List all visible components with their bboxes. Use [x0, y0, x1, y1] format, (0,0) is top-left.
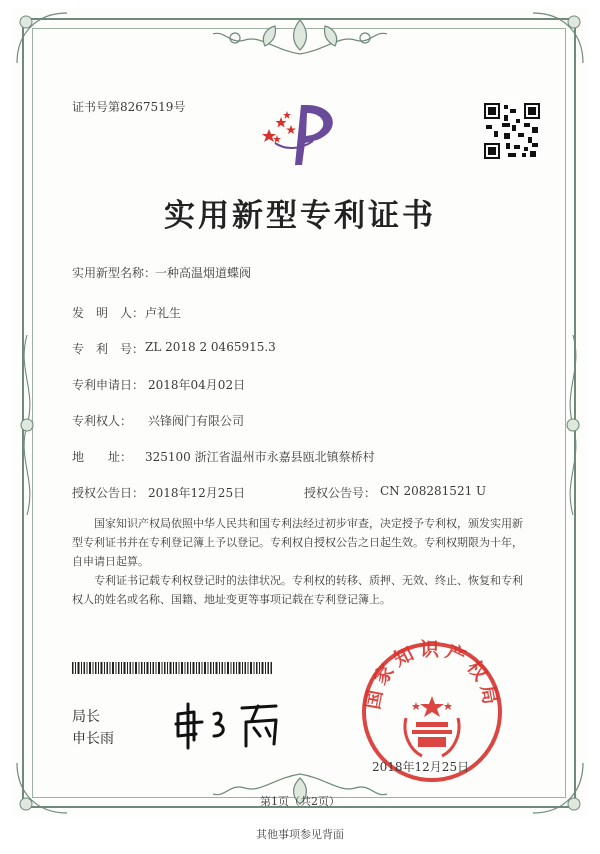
patent-number-label: 专 利 号：	[72, 342, 145, 356]
grant-date-label: 授权公告日：	[72, 486, 145, 500]
corner-ornament-bl	[12, 758, 72, 818]
certificate-title: 实用新型专利证书	[164, 198, 436, 234]
director-signature	[172, 700, 302, 750]
inventor-value: 卢礼生	[145, 306, 182, 320]
inventor-label: 发 明 人：	[72, 306, 145, 320]
legal-status-paragraph: 专利证书记载专利权登记时的法律状况。专利权的转移、质押、无效、终止、恢复和专利权人的姓名或名称、国籍、地址变更等事项记载在专利登记簿上。	[72, 574, 523, 606]
barcode	[72, 662, 272, 674]
certificate-number: 证书号第8267519号	[72, 100, 186, 114]
utility-model-name-label: 实用新型名称：	[72, 266, 157, 280]
patentee-value: 兴锋阀门有限公司	[148, 414, 245, 428]
patentee-label: 专利权人：	[72, 414, 133, 428]
right-ornament	[558, 330, 588, 520]
corner-ornament-tl	[12, 8, 72, 68]
grant-statement-paragraph: 国家知识产权局依照中华人民共和国专利法经过初步审查，决定授予专利权，颁发实用新型专利证书并在专利登记簿上予以登记。专利权自授权公告之日起生效。专利权期限为十年，自申请日起算。	[72, 517, 523, 568]
director-title: 局长	[72, 709, 100, 725]
corner-ornament-tr	[528, 8, 588, 68]
seal-text: 国家知识产权局	[361, 638, 503, 712]
grant-number-label: 授权公告号：	[304, 486, 377, 500]
grant-date-value: 2018年12月25日	[148, 486, 246, 500]
director-name: 申长雨	[72, 731, 114, 747]
utility-model-name-value: 一种高温烟道蝶阀	[155, 266, 252, 280]
top-ornament	[205, 10, 395, 60]
address-value: 325100 浙江省温州市永嘉县瓯北镇蔡桥村	[145, 450, 375, 464]
application-date-value: 2018年04月02日	[148, 378, 246, 392]
qr-code	[484, 103, 540, 159]
address-label: 地 址：	[72, 450, 133, 464]
application-date-label: 专利申请日：	[72, 378, 145, 392]
patent-number-value: ZL 2018 2 0465915.3	[145, 340, 276, 354]
left-ornament	[12, 330, 42, 520]
corner-ornament-br	[528, 758, 588, 818]
cnipa-logo	[255, 95, 350, 170]
seal-date: 2018年12月25日	[372, 760, 470, 774]
grant-number-value: CN 208281521 U	[380, 484, 487, 498]
footer-note: 其他事项参见背面	[256, 828, 344, 841]
page-number: 第1页（共2页）	[260, 795, 340, 808]
